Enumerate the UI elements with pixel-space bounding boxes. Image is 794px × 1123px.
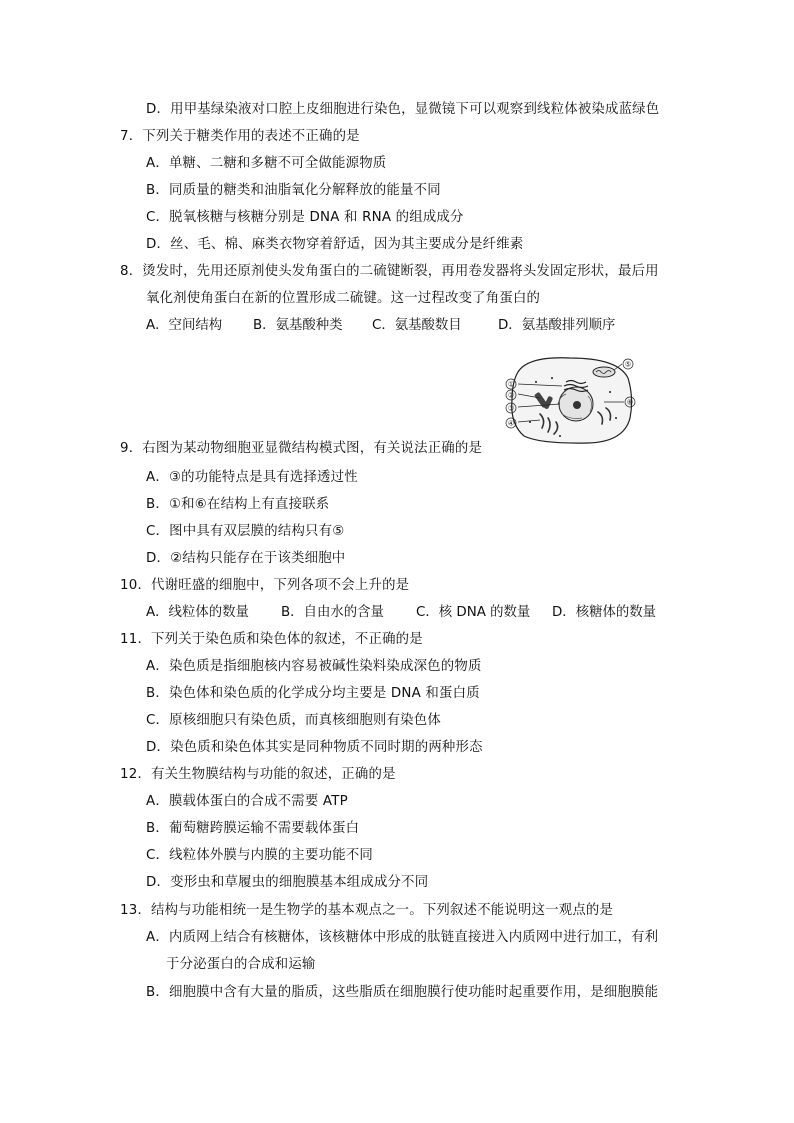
q10-option-b: B．自由水的含量 [281,605,384,620]
q6-option-d: D．用甲基绿染液对口腔上皮细胞进行染色，显微镜下可以观察到线粒体被染成蓝绿色 [146,102,660,117]
q12-option-d: D．变形虫和草履虫的细胞膜基本组成成分不同 [146,875,429,890]
q7-option-d: D．丝、毛、棉、麻类衣物穿着舒适，因为其主要成分是纤维素 [146,237,524,252]
label-5: ⑤ [624,360,632,369]
q7-option-a: A．单糖、二糖和多糖不可全做能源物质 [146,156,387,171]
q7-stem: 7．下列关于糖类作用的表述不正确的是 [120,129,360,144]
q8-option-d: D．氨基酸排列顺序 [498,318,616,333]
label-3: ③ [507,404,515,413]
label-6: ⑥ [626,398,634,407]
q9-option-b: B．①和⑥在结构上有直接联系 [146,497,330,512]
q13-option-b-line1: B．细胞膜中含有大量的脂质，这些脂质在细胞膜行使功能时起重要作用，是细胞膜能 [146,985,659,1000]
q12-stem: 12．有关生物膜结构与功能的叙述，正确的是 [120,767,396,782]
label-1: ① [507,380,515,389]
q13-option-a-line1: A．内质网上结合有核糖体，该核糖体中形成的肽链直接进入内质网中进行加工，有利 [146,930,659,945]
q8-option-b: B．氨基酸种类 [253,318,343,333]
label-2: ② [507,391,515,400]
q10-stem: 10．代谢旺盛的细胞中，下列各项不会上升的是 [120,578,410,593]
q10-option-d: D．核糖体的数量 [552,605,657,620]
q7-option-b: B．同质量的糖类和油脂氧化分解释放的能量不同 [146,183,441,198]
q12-option-c: C．线粒体外膜与内膜的主要功能不同 [146,848,373,863]
q8-stem-line2: 氧化剂使角蛋白在新的位置形成二硫键。这一过程改变了角蛋白的 [146,291,541,306]
q10-option-c: C．核 DNA 的数量 [416,605,531,620]
q9-option-c: C．图中具有双层膜的结构只有⑤ [146,524,345,539]
q11-option-a: A．染色质是指细胞核内容易被碱性染料染成深色的物质 [146,659,482,674]
animal-cell-diagram [500,352,640,448]
nucleolus [573,401,581,409]
q8-option-c: C．氨基酸数目 [372,318,462,333]
label-4: ④ [507,419,515,428]
q7-option-c: C．脱氧核糖与核糖分别是 DNA 和 RNA 的组成成分 [146,210,464,225]
q11-option-c: C．原核细胞只有染色质，而真核细胞则有染色体 [146,713,441,728]
q12-option-a: A．膜载体蛋白的合成不需要 ATP [146,794,348,809]
q11-stem: 11．下列关于染色质和染色体的叙述，不正确的是 [120,632,423,647]
q13-option-a-line2: 于分泌蛋白的合成和运输 [166,957,316,972]
q9-option-d: D．②结构只能存在于该类细胞中 [146,551,346,566]
q11-option-b: B．染色体和染色质的化学成分均主要是 DNA 和蛋白质 [146,686,480,701]
q13-stem: 13．结构与功能相统一是生物学的基本观点之一。下列叙述不能说明这一观点的是 [120,903,614,918]
q9-option-a: A．③的功能特点是具有选择透过性 [146,470,358,485]
q11-option-d: D．染色质和染色体其实是同种物质不同时期的两种形态 [146,740,483,755]
q8-option-a: A．空间结构 [146,318,223,333]
q9-stem: 9．右图为某动物细胞亚显微结构模式图，有关说法正确的是 [120,441,483,456]
q10-option-a: A．线粒体的数量 [146,605,249,620]
q8-stem-line1: 8．烫发时，先用还原剂使头发角蛋白的二硫键断裂，再用卷发器将头发固定形状，最后用 [120,264,659,279]
q12-option-b: B．葡萄糖跨膜运输不需要载体蛋白 [146,821,360,836]
